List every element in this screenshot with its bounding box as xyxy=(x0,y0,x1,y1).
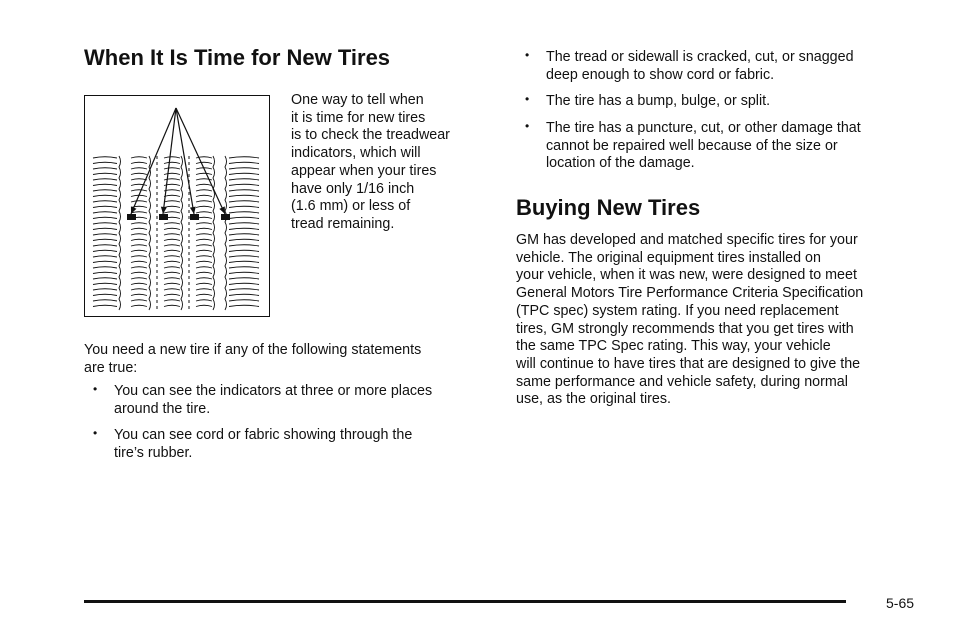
tread-groove xyxy=(229,245,259,246)
tread-groove xyxy=(229,162,259,163)
section-heading-buying-new-tires: Buying New Tires xyxy=(516,195,701,220)
indicator-pointer-line xyxy=(176,108,194,214)
tread-groove xyxy=(229,195,259,196)
tread-groove xyxy=(93,195,117,196)
tread-groove xyxy=(196,256,212,257)
wear-indicator-mark xyxy=(221,214,230,220)
tread-groove xyxy=(229,184,259,185)
tread-groove xyxy=(131,300,147,301)
tread-rib-edge xyxy=(225,156,227,310)
tread-groove xyxy=(196,223,212,224)
tread-groove xyxy=(229,289,259,290)
tread-groove xyxy=(131,184,147,185)
caption-line: tread remaining. xyxy=(291,215,395,232)
tread-groove xyxy=(164,267,180,268)
bullet-icon: • xyxy=(525,92,530,106)
wear-indicator-mark xyxy=(127,214,136,220)
tread-groove xyxy=(93,294,117,295)
tread-groove xyxy=(93,278,117,279)
tread-groove xyxy=(196,261,212,262)
list-item-line: around the tire. xyxy=(114,400,211,417)
caption-line: appear when your tires xyxy=(291,162,437,179)
paragraph-line: tires, GM strongly recommends that you get tires with xyxy=(516,320,854,337)
tread-groove xyxy=(93,201,117,202)
tread-groove xyxy=(131,250,147,251)
tread-groove xyxy=(229,239,259,240)
paragraph-line: use, as the original tires. xyxy=(516,391,671,408)
paragraph-line: You need a new tire if any of the following statements xyxy=(84,342,422,358)
tread-groove xyxy=(229,228,259,229)
tread-groove xyxy=(164,239,180,240)
tread-groove xyxy=(131,305,147,306)
tread-rib-edge xyxy=(119,156,121,310)
tread-rib-edge xyxy=(213,156,215,310)
tread-groove xyxy=(229,267,259,268)
tread-groove xyxy=(229,212,259,213)
tread-groove xyxy=(93,173,117,174)
tread-groove xyxy=(164,305,180,306)
tread-groove xyxy=(196,278,212,279)
tread-groove xyxy=(93,162,117,163)
caption-line: indicators, which will xyxy=(291,145,421,162)
tread-groove xyxy=(229,206,259,207)
tread-groove xyxy=(229,217,259,218)
paragraph-line: the same TPC Spec rating. This way, your vehicle xyxy=(516,338,831,355)
tread-groove xyxy=(229,223,259,224)
tread-groove xyxy=(196,305,212,306)
caption-line: One way to tell when xyxy=(291,92,424,108)
tread-groove xyxy=(196,267,212,268)
bullet-icon: • xyxy=(93,382,98,396)
page-number: 5-65 xyxy=(886,595,915,611)
tread-groove xyxy=(164,283,180,284)
tread-groove xyxy=(196,234,212,235)
tread-groove xyxy=(131,157,147,158)
tread-groove xyxy=(93,300,117,301)
list-item-line: You can see cord or fabric showing through the xyxy=(114,427,413,443)
tread-groove xyxy=(164,300,180,301)
tread-groove xyxy=(196,272,212,273)
tread-groove xyxy=(164,234,180,235)
tread-groove xyxy=(229,157,259,158)
tread-groove xyxy=(93,272,117,273)
tread-groove xyxy=(164,294,180,295)
paragraph-line: vehicle. The original equipment tires installed on xyxy=(516,249,821,266)
tread-groove xyxy=(131,289,147,290)
tread-groove xyxy=(93,250,117,251)
tread-groove xyxy=(131,261,147,262)
paragraph-line: (TPC spec) system rating. If you need replacement xyxy=(516,302,839,319)
bullet-icon: • xyxy=(525,48,530,62)
tread-groove xyxy=(196,228,212,229)
caption-line: have only 1/16 inch xyxy=(291,180,415,197)
tread-groove xyxy=(131,267,147,268)
paragraph-line: General Motors Tire Performance Criteria Specification xyxy=(516,285,864,302)
list-item-line: tire’s rubber. xyxy=(114,444,193,461)
tread-groove xyxy=(164,157,180,158)
caption-line: it is time for new tires xyxy=(291,109,426,126)
tread-groove xyxy=(131,190,147,191)
tread-groove xyxy=(229,294,259,295)
section-heading-new-tires: When It Is Time for New Tires xyxy=(84,45,391,70)
caption-line: is to check the treadwear xyxy=(291,127,450,144)
intro-paragraph xyxy=(84,342,421,377)
tread-groove xyxy=(196,245,212,246)
tread-groove xyxy=(196,173,212,174)
tread-groove xyxy=(164,278,180,279)
tread-groove xyxy=(93,212,117,213)
tread-groove xyxy=(131,168,147,169)
tread-groove xyxy=(229,250,259,251)
tread-groove xyxy=(164,195,180,196)
list-item-line: You can see the indicators at three or more places xyxy=(114,383,433,399)
tread-groove xyxy=(93,168,117,169)
tread-groove xyxy=(164,212,180,213)
paragraph-line: same performance and vehicle safety, during normal xyxy=(516,373,848,390)
tread-groove xyxy=(93,305,117,306)
tread-groove xyxy=(196,190,212,191)
tread-groove xyxy=(229,201,259,202)
caption-line: (1.6 mm) or less of xyxy=(291,198,411,215)
tread-groove xyxy=(196,162,212,163)
list-item-line: deep enough to show cord or fabric. xyxy=(546,66,775,83)
tread-groove xyxy=(164,201,180,202)
tread-groove xyxy=(93,283,117,284)
bullet-icon: • xyxy=(525,119,530,133)
tread-groove xyxy=(229,168,259,169)
list-item-line: The tread or sidewall is cracked, cut, or snagged xyxy=(546,49,854,65)
tread-groove xyxy=(131,234,147,235)
tread-groove xyxy=(131,223,147,224)
tread-groove xyxy=(229,173,259,174)
list-item-line: The tire has a bump, bulge, or split. xyxy=(546,93,771,109)
tread-groove xyxy=(229,234,259,235)
tread-groove xyxy=(196,289,212,290)
tread-groove xyxy=(93,179,117,180)
tread-groove xyxy=(93,206,117,207)
indicator-pointer-line xyxy=(176,108,225,214)
tread-groove xyxy=(131,294,147,295)
tread-groove xyxy=(164,179,180,180)
footer-rule xyxy=(84,600,846,603)
tread-groove xyxy=(196,300,212,301)
tread-groove xyxy=(164,168,180,169)
tread-groove xyxy=(196,206,212,207)
paragraph-line: your vehicle, when it was new, were designed to meet xyxy=(516,267,857,284)
tread-groove xyxy=(196,201,212,202)
bullet-icon: • xyxy=(93,426,98,440)
list-item-line: The tire has a puncture, cut, or other damage that xyxy=(546,120,861,136)
tread-groove xyxy=(131,228,147,229)
tread-groove xyxy=(131,278,147,279)
list-item-line: cannot be repaired well because of the size or xyxy=(546,137,838,154)
tread-groove xyxy=(131,239,147,240)
tread-groove xyxy=(229,190,259,191)
wear-indicator-mark xyxy=(159,214,168,220)
tread-groove xyxy=(131,201,147,202)
tread-groove xyxy=(164,261,180,262)
buying-paragraph xyxy=(516,232,863,409)
wear-indicator-mark xyxy=(190,214,199,220)
tread-groove xyxy=(93,239,117,240)
tread-groove xyxy=(93,184,117,185)
tread-groove xyxy=(131,162,147,163)
tread-groove xyxy=(164,228,180,229)
tread-groove xyxy=(164,223,180,224)
tread-groove xyxy=(196,294,212,295)
tread-groove xyxy=(93,190,117,191)
tread-groove xyxy=(93,223,117,224)
tread-groove xyxy=(196,239,212,240)
tread-groove xyxy=(229,300,259,301)
tread-groove xyxy=(229,283,259,284)
tread-groove xyxy=(93,289,117,290)
tread-groove xyxy=(229,305,259,306)
tread-groove xyxy=(164,289,180,290)
tread-groove xyxy=(93,234,117,235)
tread-groove xyxy=(164,250,180,251)
list-item-line: location of the damage. xyxy=(546,155,695,172)
treadwear-indicator-illustration xyxy=(84,95,270,317)
tread-groove xyxy=(196,283,212,284)
tread-groove xyxy=(164,162,180,163)
tread-rib-edge xyxy=(149,156,151,310)
tread-groove xyxy=(164,206,180,207)
tread-groove xyxy=(131,173,147,174)
list-item xyxy=(114,427,412,462)
list-item xyxy=(546,120,861,173)
tread-groove xyxy=(229,272,259,273)
tread-groove xyxy=(93,261,117,262)
tread-groove xyxy=(196,184,212,185)
tread-groove xyxy=(229,278,259,279)
tread-groove xyxy=(131,245,147,246)
list-item xyxy=(114,383,432,418)
tread-groove xyxy=(196,250,212,251)
tread-groove xyxy=(93,217,117,218)
tread-groove xyxy=(131,212,147,213)
figure-caption xyxy=(291,92,450,234)
tread-groove xyxy=(164,272,180,273)
tread-rib-edge xyxy=(181,156,183,310)
tread-groove xyxy=(131,179,147,180)
paragraph-line: are true: xyxy=(84,359,138,376)
tread-groove xyxy=(229,256,259,257)
tread-groove xyxy=(131,256,147,257)
tread-groove xyxy=(93,245,117,246)
tread-groove xyxy=(196,212,212,213)
tread-groove xyxy=(93,267,117,268)
tread-groove xyxy=(131,283,147,284)
tread-groove xyxy=(229,179,259,180)
tread-groove xyxy=(229,261,259,262)
tread-groove xyxy=(164,173,180,174)
tread-groove xyxy=(196,195,212,196)
tread-groove xyxy=(93,157,117,158)
tread-groove xyxy=(93,256,117,257)
tread-groove xyxy=(93,228,117,229)
list-item xyxy=(546,49,854,84)
tire-tread-diagram xyxy=(85,96,269,316)
tread-groove xyxy=(164,256,180,257)
paragraph-line: will continue to have tires that are designed to give the xyxy=(516,355,861,372)
arrowhead-icon xyxy=(190,207,196,214)
list-item xyxy=(546,93,770,111)
paragraph-line: GM has developed and matched specific tires for your xyxy=(516,232,858,248)
tread-groove xyxy=(131,272,147,273)
tread-groove xyxy=(164,245,180,246)
